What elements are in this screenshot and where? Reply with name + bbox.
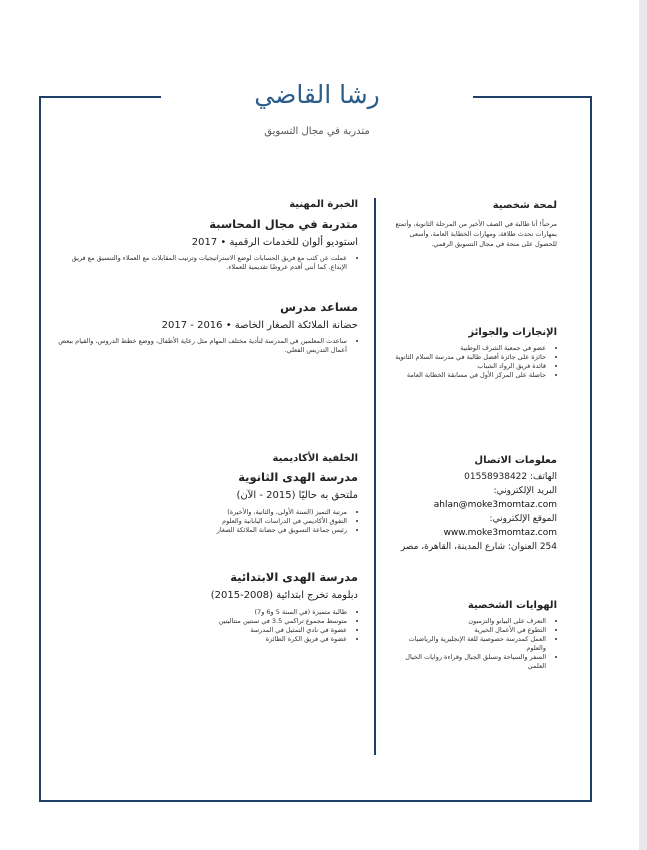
profile-section — [387, 200, 557, 249]
list-item: • متوسط مجموع تراكمي 3.5 في سنتين متتاليتين — [55, 617, 347, 626]
list-item: • مرتبة التميز (السنة الأولى، والثانية، والأخيرة) — [55, 508, 347, 517]
list-item: • العمل كمدرسة خصوصية للغة الإنجليزية والرياضيات والعلوم — [387, 635, 546, 653]
list-item: • عضوة في فريق الكرة الطائرة — [55, 635, 347, 644]
hobbies-list — [387, 617, 557, 671]
education-heading: الخلفية الأكاديمية — [272, 453, 358, 464]
page-edge — [639, 0, 647, 850]
achievements-list — [387, 344, 557, 380]
school-bullets — [55, 608, 358, 644]
list-item: • حائزة على جائزة أفضل طالبة في مدرسة السلام الثانوية — [387, 353, 546, 362]
list-item: • التطوع في الأعمال الخيرية — [387, 626, 546, 635]
contact-email[interactable]: ahlan@moke3momtaz.com — [433, 500, 557, 510]
experience-job-2 — [55, 300, 358, 355]
column-divider — [374, 198, 376, 755]
experience-section — [55, 199, 358, 272]
job-org: حضانة الملائكة الصغار الخاصة • 2016 - 2017 — [161, 320, 358, 331]
achievements-heading: الإنجازات والجوائز — [468, 327, 557, 338]
candidate-name: رشا القاضي — [254, 80, 380, 109]
list-item: • طالبة متميزة (في السنة 5 و6 و7) — [55, 608, 347, 617]
school-sub: دبلومة تخرج ابتدائية (2008-2015) — [210, 590, 358, 601]
job-title: مساعد مدرس — [280, 300, 358, 314]
frame-top-line-right — [473, 96, 592, 98]
education-section — [55, 453, 358, 535]
list-item: • عضوة في نادي التمثيل في المدرسة — [55, 626, 347, 635]
list-item: • رئيس جماعة التسويق في حضانة الملائكة الصغار — [55, 526, 347, 535]
school-title: مدرسة الهدى الثانوية — [238, 470, 358, 484]
list-item: • عملت عن كثب مع فريق الحسابات لوضع الاستراتيجيات وترتيب المقابلات مع العملاء والتنسيق مع فريق الإبداع. كما أنني أقدم عروضًا تقديمية للعملاء. — [55, 254, 347, 272]
job-bullets — [55, 337, 358, 355]
profile-heading: لمحة شخصية — [492, 200, 557, 211]
contact-website-label: الموقع الإلكتروني: — [489, 514, 557, 524]
contact-section — [387, 455, 557, 554]
experience-heading: الخبرة المهنية — [289, 199, 358, 210]
contact-phone: الهاتف: 01558938422 — [464, 472, 557, 482]
school-title: مدرسة الهدى الابتدائية — [230, 570, 358, 584]
job-bullets — [55, 254, 358, 272]
job-title: متدربة في مجال المحاسبة — [209, 217, 358, 231]
hobbies-heading: الهوايات الشخصية — [467, 600, 557, 611]
contact-website[interactable]: www.moke3momtaz.com — [443, 528, 557, 538]
list-item: • التعرف على البيانو والتزمبون — [387, 617, 546, 626]
contact-address: 254 العنوان: شارع المدينة، القاهرة، مصر — [400, 542, 557, 552]
list-item: • ساعدت المعلمين في المدرسة لتأدية مختلف المهام مثل رعاية الأطفال، ووضع خطط الدروس، والقيام ببعض أعمال التدريس الفعلي. — [55, 337, 347, 355]
hobbies-section — [387, 600, 557, 671]
job-org: استوديو ألوان للخدمات الرقمية • 2017 — [191, 237, 358, 248]
school-sub: ملتحق به حاليًا (2015 - الآن) — [236, 490, 358, 501]
list-item: • عضو في جمعية الشرف الوطنية — [387, 344, 546, 353]
achievements-section — [387, 327, 557, 380]
candidate-subtitle: متدربة في مجال التسويق — [264, 126, 370, 137]
list-item: • حاصلة على المركز الأول في مسابقة الخطابة العامة — [387, 371, 546, 380]
education-school-2 — [55, 570, 358, 644]
list-item: • قائدة فريق الرواد الشباب — [387, 362, 546, 371]
list-item: • السفر والسياحة وتسلق الجبال وقراءة روايات الخيال العلمي — [387, 653, 546, 671]
contact-heading: معلومات الاتصال — [474, 455, 557, 466]
profile-text: مرحباً! أنا طالبة في الصف الأخير من المرحلة الثانوية، وأتمتع بمهارات تحدث طلاقة، ومهارات الخطابة العامة، وأسعى للحصول على منحة في مجال التسويق الرقمي. — [395, 220, 557, 248]
school-bullets — [55, 508, 358, 535]
contact-email-label: البريد الإلكتروني: — [493, 486, 557, 496]
list-item: • التفوق الأكاديمي في الدراسات اليابانية والعلوم — [55, 517, 347, 526]
frame-top-line-left — [39, 96, 161, 98]
